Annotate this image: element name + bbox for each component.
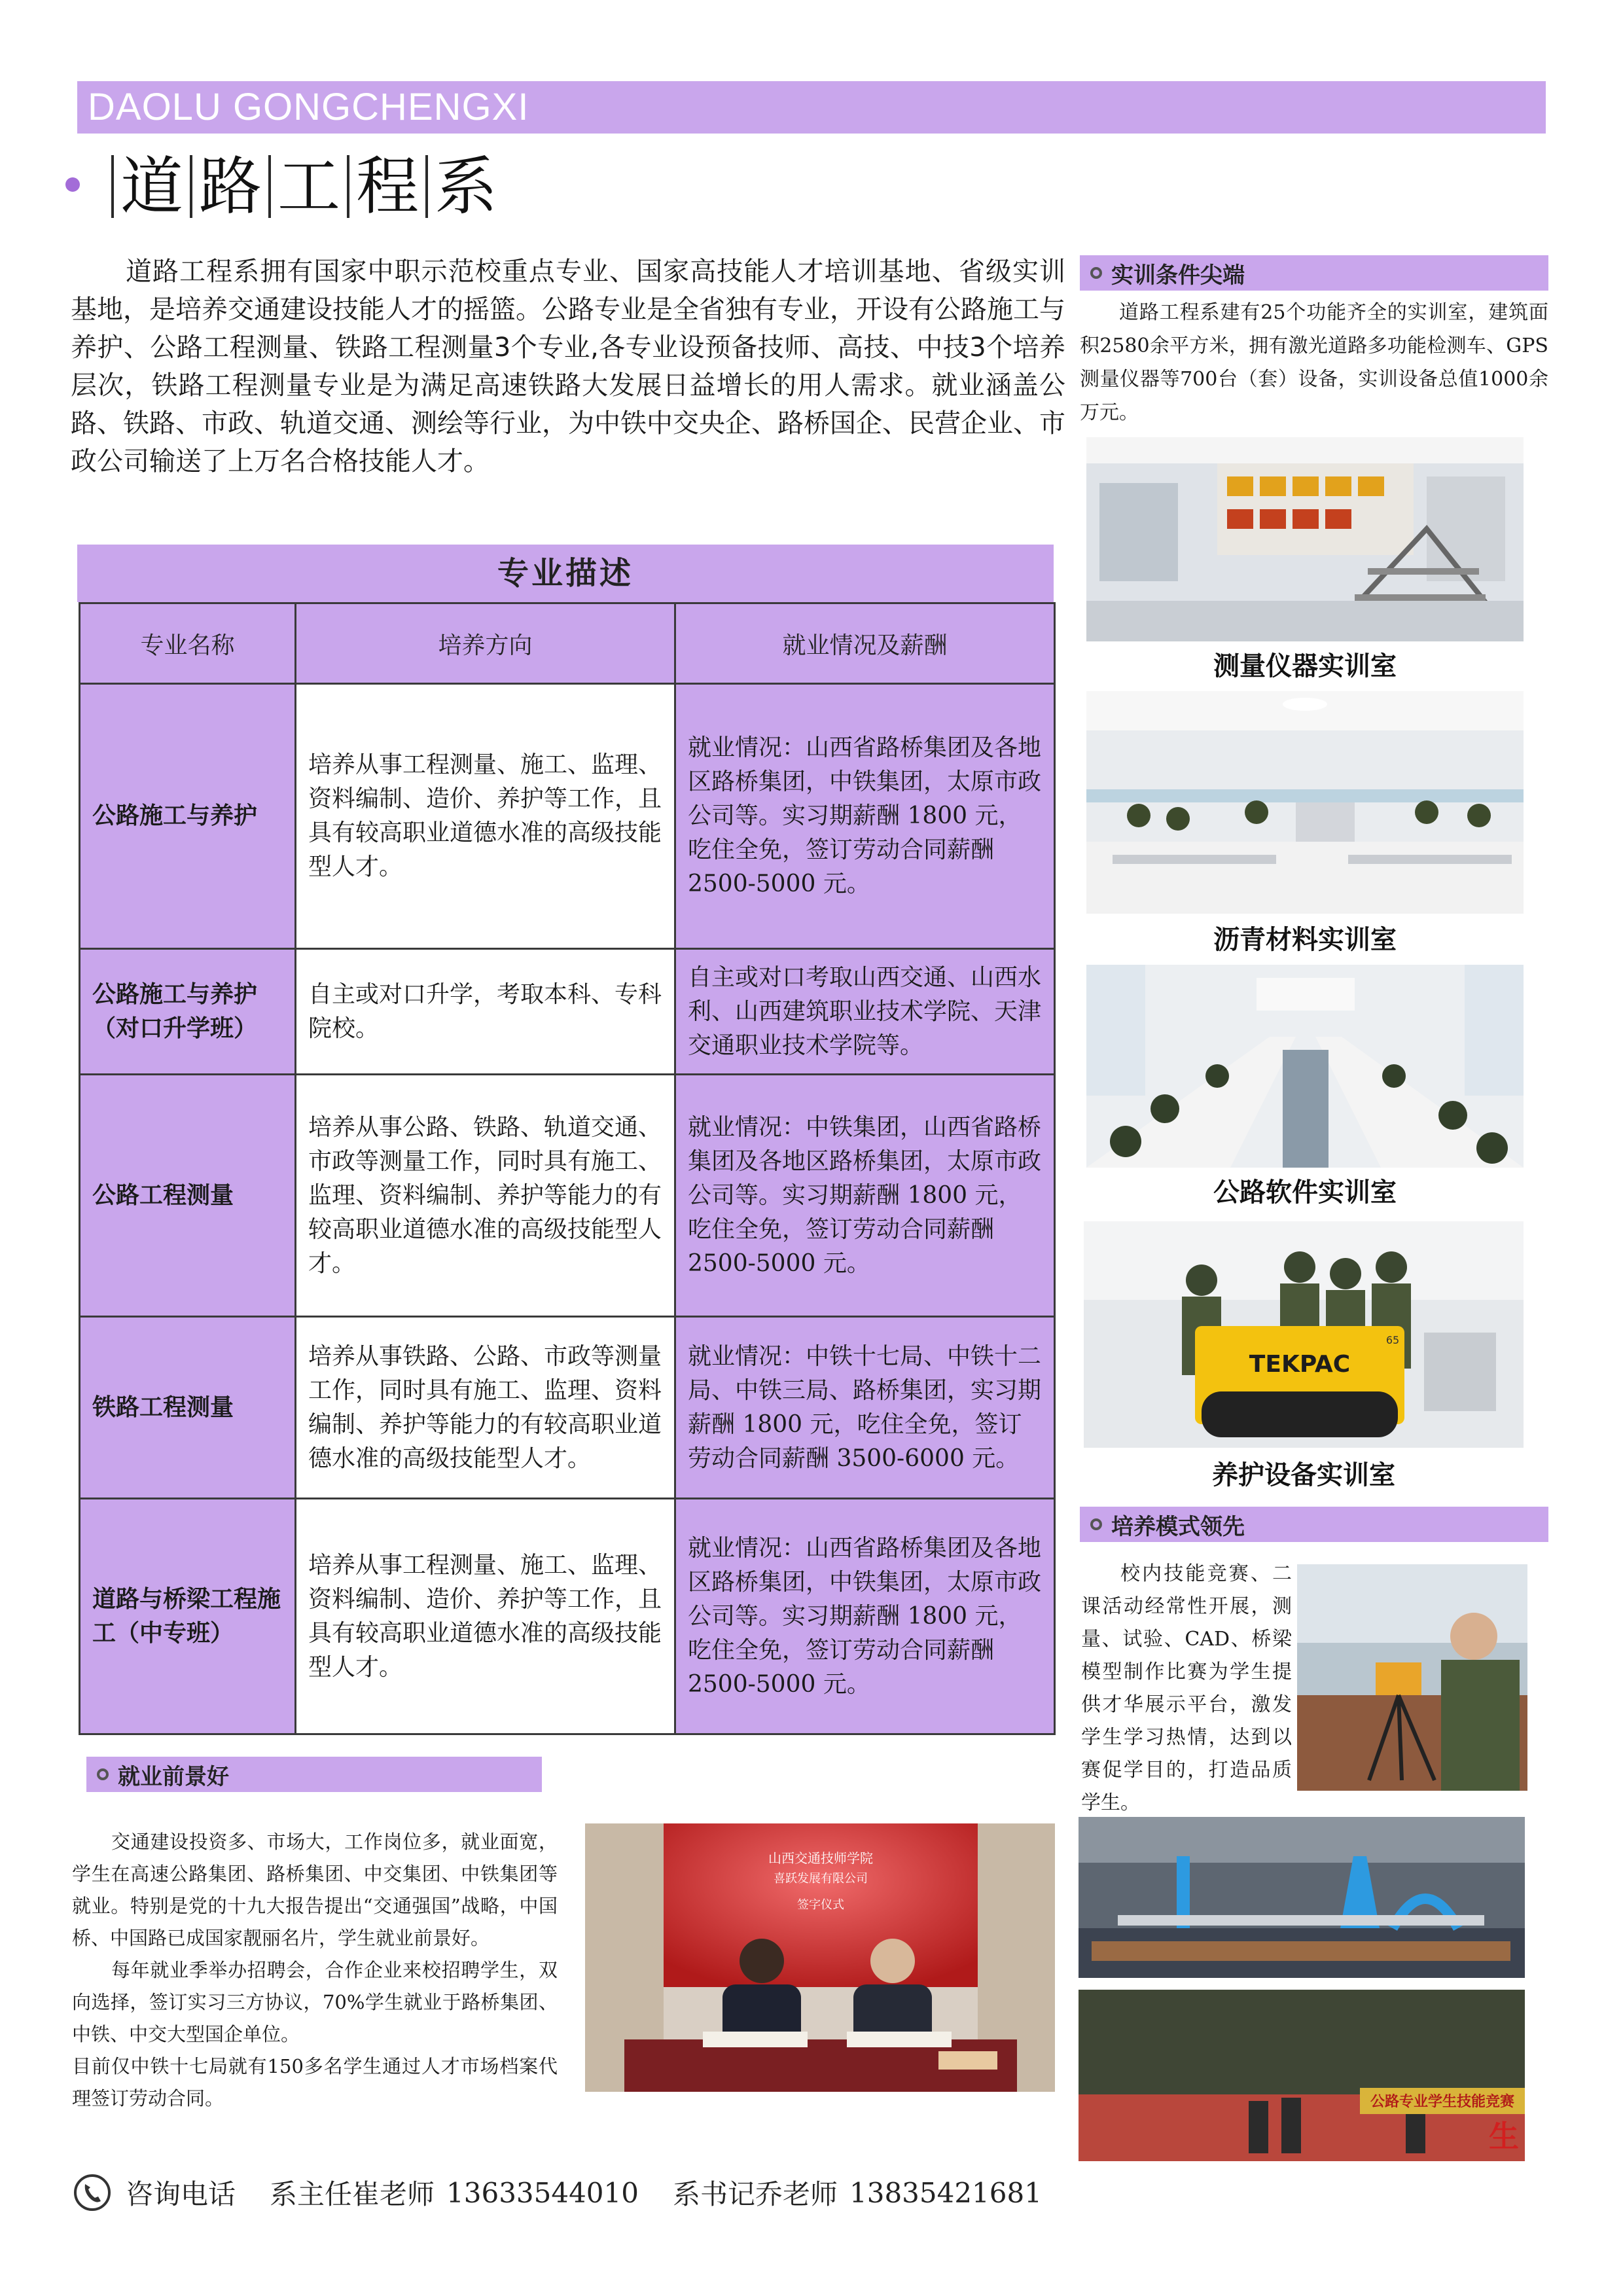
competition-banner-text: 公路专业学生技能竞赛 (1370, 2094, 1515, 2110)
major-direction: 培养从事工程测量、施工、监理、资料编制、造价、养护等工作，且具有较高职业道德水准的高级技能型人才。 (296, 1499, 675, 1734)
software-lab-photo (1086, 965, 1524, 1168)
major-direction: 培养从事公路、铁路、轨道交通、市政等测量工作，同时具有施工、监理、资料编制、养护等能力的有较高职业道德水准的高级技能型人才。 (296, 1075, 675, 1317)
screen-line: 山西交通技师学院 (768, 1850, 873, 1866)
title-divider (190, 155, 192, 218)
major-employment: 自主或对口考取山西交通、山西水利、山西建筑职业技术学院、天津交通职业技术学院等。 (675, 949, 1055, 1075)
table-row (80, 1075, 1055, 1317)
mode-heading: 培养模式领先 (1111, 1513, 1245, 1540)
photo-caption: 沥青材料实训室 (1213, 925, 1397, 955)
major-direction: 自主或对口升学，考取本科、专科院校。 (296, 949, 675, 1075)
table-row (80, 1499, 1055, 1734)
title-char: 程 (356, 150, 419, 223)
header-pinyin-title: DAOLU GONGCHENGXI (88, 86, 529, 128)
table-row (80, 684, 1055, 949)
employment-paragraph: 目前仅中铁十七局就有150多名学生通过人才市场档案代理签订劳动合同。 (72, 2055, 558, 2109)
title-divider (111, 155, 114, 218)
major-name: 道路与桥梁工程施工（中专班） (80, 1499, 296, 1734)
title-char: 路 (199, 150, 262, 223)
competition-banner-char: 生 (1489, 2119, 1519, 2154)
table-row (80, 1317, 1055, 1499)
director-phone: 13633544010 (446, 2176, 639, 2209)
major-employment: 就业情况：山西省路桥集团及各地区路桥集团，中铁集团，太原市政公司等。实习期薪酬 1800 元，吃住全免，签订劳动合同薪酬 2500-5000 元。 (675, 684, 1055, 949)
employment-heading-bar (86, 1757, 542, 1792)
mode-paragraph: 校内技能竞赛、二课活动经常性开展，测量、试验、CAD、桥梁模型制作比赛为学生提供才华展示平台，激发学生学习热情，达到以赛促学目的，打造品质学生。 (1081, 1562, 1292, 1814)
major-employment: 就业情况：中铁十七局、中铁十二局、中铁三局、路桥集团，实习期薪酬 1800 元，吃住全免，签订劳动合同薪酬 3500-6000 元。 (675, 1317, 1055, 1499)
page-title (105, 147, 497, 226)
employment-paragraph: 交通建设投资多、市场大，工作岗位多，就业面宽，学生在高速公路集团、路桥集团、中交集团、中铁集团等就业。特别是党的十九大报告提出“交通强国”战略，中国桥、中国路已成国家靓丽名片，学生就业前景好。 (72, 1831, 558, 1949)
surveying-lab-photo (1086, 437, 1524, 641)
table-row (80, 949, 1055, 1075)
title-divider (425, 155, 428, 218)
skills-competition-photo (1079, 1990, 1525, 2161)
title-bullet-dot (65, 177, 80, 192)
major-name: 铁路工程测量 (80, 1317, 296, 1499)
screen-line: 喜跃发展有限公司 (774, 1872, 868, 1886)
roller-brand: TEKPAC (1249, 1351, 1351, 1378)
secretary-label: 系书记乔老师 (672, 2178, 838, 2210)
circle-bullet-icon (1090, 1518, 1102, 1530)
major-employment: 就业情况：中铁集团，山西省路桥集团及各地区路桥集团，太原市政公司等。实习期薪酬 1800 元，吃住全免，签订劳动合同薪酬 2500-5000 元。 (675, 1075, 1055, 1317)
mode-heading-bar (1080, 1507, 1548, 1542)
circle-bullet-icon (97, 1768, 109, 1780)
circle-bullet-icon (1090, 267, 1102, 279)
title-divider (268, 155, 271, 218)
phone-icon (73, 2174, 111, 2212)
title-char: 道 (120, 150, 183, 223)
major-employment: 就业情况：山西省路桥集团及各地区路桥集团，中铁集团，太原市政公司等。实习期薪酬 1800 元，吃住全免，签订劳动合同薪酬 2500-5000 元。 (675, 1499, 1055, 1734)
intro-paragraph (71, 253, 1065, 480)
title-char: 系 (435, 150, 497, 223)
photo-caption: 公路软件实训室 (1213, 1177, 1397, 1208)
title-divider (347, 155, 349, 218)
training-heading-bar (1080, 255, 1548, 291)
asphalt-lab-photo (1086, 691, 1524, 914)
signing-ceremony-photo (585, 1823, 1055, 2092)
training-text (1080, 296, 1548, 429)
secretary-phone: 13835421681 (849, 2176, 1042, 2209)
photo-caption: 测量仪器实训室 (1213, 651, 1397, 681)
roller-number: 65 (1385, 1334, 1400, 1346)
training-heading: 实训条件尖端 (1111, 262, 1245, 289)
header-direction: 培养方向 (296, 603, 675, 684)
major-table (79, 602, 1056, 1735)
employment-paragraph: 每年就业季举办招聘会，合作企业来校招聘学生，双向选择，签订实习三方协议，70%学生就业于路桥集团、中铁、中交大型国企单位。 (72, 1959, 558, 2045)
major-name: 公路工程测量 (80, 1075, 296, 1317)
major-direction: 培养从事工程测量、施工、监理、资料编制、造价、养护等工作，且具有较高职业道德水准的高级技能型人才。 (296, 684, 675, 949)
header-employment: 就业情况及薪酬 (675, 603, 1055, 684)
employment-text (72, 1826, 558, 2115)
header-major-name: 专业名称 (80, 603, 296, 684)
major-name: 公路施工与养护 (80, 684, 296, 949)
bridge-model-photo (1079, 1817, 1525, 1978)
contact-footer (73, 2169, 1042, 2216)
title-char: 工 (277, 150, 340, 223)
table-header-row (80, 603, 1055, 684)
consult-label: 咨询电话 (126, 2178, 236, 2210)
surveying-student-photo (1297, 1564, 1527, 1791)
training-paragraph: 道路工程系建有25个功能齐全的实训室，建筑面积2580余平方米，拥有激光道路多功能检测车、GPS测量仪器等700台（套）设备，实训设备总值1000余万元。 (1080, 301, 1548, 424)
screen-line: 签字仪式 (797, 1898, 844, 1912)
maintenance-lab-photo (1084, 1221, 1524, 1448)
major-name: 公路施工与养护（对口升学班） (80, 949, 296, 1075)
table-title: 专业描述 (497, 555, 633, 592)
director-label: 系主任崔老师 (270, 2178, 435, 2210)
employment-heading: 就业前景好 (118, 1763, 229, 1790)
photo-caption: 养护设备实训室 (1212, 1460, 1395, 1490)
mode-text (1081, 1558, 1292, 1820)
major-direction: 培养从事铁路、公路、市政等测量工作，同时具有施工、监理、资料编制、养护等能力的有较高职业道德水准的高级技能型人才。 (296, 1317, 675, 1499)
intro-text: 道路工程系拥有国家中职示范校重点专业、国家高技能人才培训基地、省级实训基地，是培养交通建设技能人才的摇篮。公路专业是全省独有专业，开设有公路施工与养护、公路工程测量、铁路工程测量3个专业,各专业设预备技师、高技、中技3个培养层次，铁路工程测量专业是为满足高速铁路大发展日益增长的用人需求。就业涵盖公路、铁路、市政、轨道交通、测绘等行业，为中铁中交央企、路桥国企、民营企业、市政公司输送了上万名合格技能人才。 (71, 257, 1065, 476)
